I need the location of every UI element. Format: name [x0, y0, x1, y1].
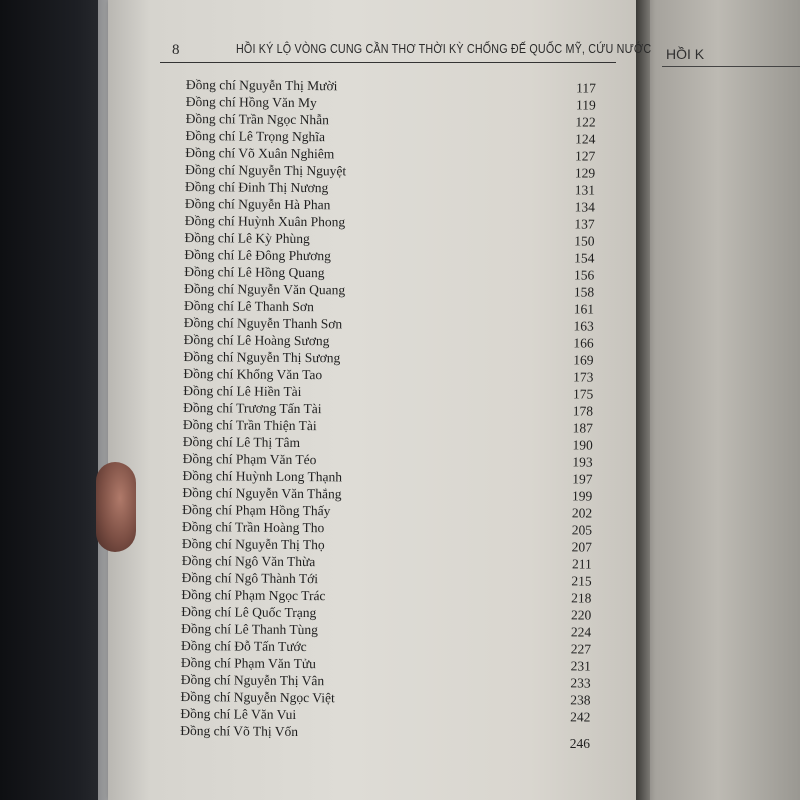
toc-entry-name: Đồng chí Phạm Hồng Thấy [182, 501, 331, 519]
toc-entry-name: Đồng chí Võ Xuân Nghiêm [185, 144, 335, 162]
toc-entry-name: Đồng chí Nguyễn Thị Vân [180, 671, 325, 689]
table-of-contents [180, 76, 596, 743]
toc-entry-name: Đồng chí Lê Thanh Sơn [183, 297, 314, 315]
toc-entry-page: 202 [571, 505, 593, 521]
toc-entry-name: Đồng chí Lê Đông Phương [184, 246, 331, 264]
toc-entry-name: Đồng chí Phạm Văn Tửu [180, 654, 317, 672]
toc-entry-page: 119 [575, 97, 596, 113]
toc-entry-name: Đồng chí Lê Hồng Quang [184, 263, 325, 281]
toc-entry-name: Đồng chí Phạm Văn Téo [182, 450, 317, 468]
toc-entry-name: Đồng chí Ngô Văn Thừa [181, 552, 316, 570]
toc-entry-page: 178 [572, 403, 594, 419]
toc-entry-page: 227 [570, 641, 592, 657]
toc-entry-name: Đồng chí Ngô Thành Tới [181, 569, 319, 587]
toc-entry-page: 175 [572, 386, 594, 402]
toc-entry-name: Đồng chí Nguyễn Thị Thọ [181, 535, 325, 553]
toc-entry-page: 166 [573, 335, 594, 351]
toc-entry-page: 197 [572, 471, 593, 487]
toc-entry-page: 231 [570, 658, 591, 674]
toc-entry-page: 158 [573, 284, 595, 300]
right-page-running-title: HỒI K [666, 46, 705, 62]
toc-entry-page: 122 [575, 114, 596, 130]
toc-entry-name: Đồng chí Lê Thanh Tùng [181, 620, 318, 638]
toc-entry-name: Đồng chí Đỗ Tấn Tước [180, 637, 307, 655]
toc-entry-page: 117 [576, 80, 596, 96]
toc-entry-page: 238 [570, 692, 591, 708]
toc-entry-page: 129 [574, 165, 596, 181]
toc-entry-page: 193 [572, 454, 593, 470]
toc-entry-name: Đồng chí Trương Tấn Tài [183, 399, 322, 417]
toc-entry-name: Đồng chí Đinh Thị Nương [184, 178, 329, 196]
toc-entry-name: Đồng chí Nguyễn Thanh Sơn [183, 314, 343, 332]
thumb [96, 462, 136, 552]
toc-entry-page: 131 [574, 182, 596, 198]
toc-entry-name: Đồng chí Nguyễn Văn Thắng [182, 484, 342, 502]
toc-entry-page: 199 [572, 488, 593, 504]
toc-entry-page: 173 [573, 369, 594, 385]
toc-entry-name: Đồng chí Lê Hoàng Sương [183, 331, 330, 349]
running-title: HỒI KÝ LỘ VÒNG CUNG CẦN THƠ THỜI KỲ CHỐNG ĐẾ QUỐC MỸ, CỨU NƯỚC [236, 42, 652, 56]
toc-entry-name: Đồng chí Lê Thị Tâm [182, 433, 301, 451]
toc-entry-name: Đồng chí Lê Quốc Trạng [181, 603, 317, 621]
toc-entry-page: 124 [575, 131, 596, 147]
toc-entry-name: Đồng chí Khổng Văn Tao [183, 365, 323, 383]
toc-entry-page: 205 [571, 522, 593, 538]
toc-entry-name: Đồng chí Huỳnh Xuân Phong [184, 212, 346, 230]
toc-entry-name: Đồng chí Trần Thiện Tài [182, 416, 317, 434]
toc-entry-name: Đồng chí Lê Kỳ Phùng [184, 229, 310, 247]
page-number: 8 [172, 42, 180, 58]
backdrop [0, 0, 110, 800]
toc-entry-name: Đồng chí Lê Văn Vui [180, 705, 297, 722]
toc-entry-page: 187 [572, 420, 594, 436]
toc-entry-page: 163 [573, 318, 594, 334]
toc-entry-name: Đồng chí Trần Hoàng Tho [182, 518, 325, 536]
book-spine-fold [636, 0, 650, 800]
header-rule [160, 62, 616, 63]
page-header [150, 38, 652, 60]
toc-entry-page: 154 [574, 250, 595, 266]
toc-entry-page: 127 [575, 148, 596, 164]
toc-entry-page: 218 [571, 590, 592, 606]
toc-entry-name: Đồng chí Nguyễn Thị Mười [185, 76, 338, 94]
toc-entry-page: 242 [570, 709, 591, 725]
toc-entry-name: Đồng chí Nguyễn Văn Quang [184, 280, 346, 298]
toc-entry [180, 722, 590, 743]
toc-entry-page: 215 [571, 573, 592, 589]
toc-entry-page: 211 [571, 556, 592, 572]
toc-trailing-page-number: 246 [569, 736, 590, 751]
toc-entry-page: 161 [573, 301, 595, 317]
right-page-header-rule [662, 66, 800, 67]
toc-entry-name: Đồng chí Hồng Văn My [185, 93, 317, 111]
toc-entry-page: 134 [574, 199, 595, 215]
toc-entry-name: Đồng chí Nguyễn Thị Sương [183, 348, 341, 366]
toc-entry-page: 207 [571, 539, 592, 555]
toc-entry-page: 190 [572, 437, 593, 453]
toc-entry-name: Đồng chí Nguyễn Ngọc Việt [180, 688, 335, 706]
toc-entry-name: Đồng chí Nguyễn Thị Nguyệt [185, 161, 347, 179]
toc-entry-name: Đồng chí Lê Hiền Tài [183, 382, 302, 400]
toc-entry-page: 156 [573, 267, 595, 283]
toc-entry-name: Đồng chí Lê Trọng Nghĩa [185, 127, 326, 145]
toc-entry-name: Đồng chí Nguyễn Hà Phan [184, 195, 331, 213]
toc-entry-page: 150 [574, 233, 595, 249]
toc-entry-page: 233 [570, 675, 591, 691]
toc-entry-page: 220 [570, 607, 592, 623]
toc-entry-page: 224 [570, 624, 592, 640]
toc-entry-name: Đồng chí Huỳnh Long Thạnh [182, 467, 343, 485]
toc-entry-name: Đồng chí Võ Thị Vốn [180, 722, 299, 740]
book-page-right [636, 0, 800, 800]
toc-entry-page: 169 [573, 352, 594, 368]
toc-entry-name: Đồng chí Phạm Ngọc Trác [181, 586, 326, 604]
toc-entry-name: Đồng chí Trần Ngọc Nhẫn [185, 110, 329, 128]
toc-entry-page: 137 [574, 216, 595, 232]
